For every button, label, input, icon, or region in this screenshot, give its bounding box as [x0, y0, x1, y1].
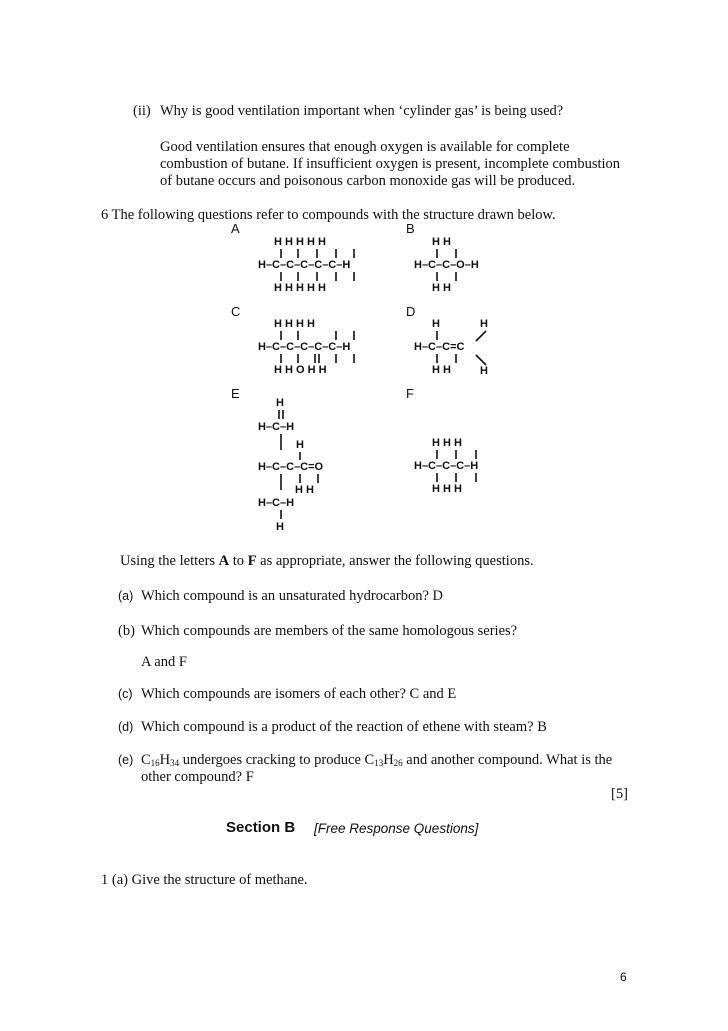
- letter-d: D: [406, 304, 416, 319]
- q5ii-answer-line-1: Good ventilation ensures that enough oxygen is available for complete: [160, 139, 570, 155]
- section-b-title: Section B: [226, 819, 296, 836]
- svg-text:H: H: [276, 521, 284, 533]
- svg-text:H: H: [432, 318, 440, 330]
- svg-text:H H: H H: [432, 364, 451, 376]
- q5ii-answer-line-2: combustion of butane. If insufficient oxygen is present, incomplete combustion: [160, 156, 621, 172]
- svg-text:H–C–C–O–H: H–C–C–O–H: [414, 259, 479, 271]
- svg-text:H–C–C–C=O: H–C–C–C=O: [258, 461, 324, 473]
- svg-text:H: H: [296, 439, 304, 451]
- svg-text:H–C–C–C–C–C–H: H–C–C–C–C–C–H: [258, 259, 351, 271]
- svg-text:H H H: H H H: [432, 483, 462, 495]
- q6-stem: 6 The following questions refer to compounds with the structure drawn below.: [101, 207, 556, 223]
- page-number: 6: [620, 970, 627, 984]
- q6b-text: Which compounds are members of the same homologous series?: [141, 623, 518, 639]
- molecule-b: [414, 236, 479, 294]
- svg-text:H H H H: H H H H: [274, 318, 315, 330]
- molecule-d: [414, 318, 488, 377]
- q6c-text: Which compounds are isomers of each other? C and E: [141, 686, 457, 702]
- q6e-label: (e): [118, 753, 134, 767]
- letter-a: A: [231, 221, 240, 236]
- molecule-f: [414, 437, 478, 495]
- svg-text:H–C–C=C: H–C–C=C: [414, 341, 465, 353]
- svg-text:H–C–H: H–C–H: [258, 421, 295, 433]
- letter-e: E: [231, 386, 240, 401]
- q6a-text: Which compound is an unsaturated hydrocarbon? D: [141, 588, 443, 604]
- q6c-label: (c): [118, 687, 133, 701]
- q5ii-label: (ii): [133, 103, 151, 119]
- svg-text:H: H: [276, 397, 284, 409]
- letter-f: F: [406, 386, 414, 401]
- q5ii-answer-line-3: of butane occurs and poisonous carbon monoxide gas will be produced.: [160, 173, 576, 189]
- q6a-label: (a): [118, 589, 134, 603]
- q6d-text: Which compound is a product of the reaction of ethene with steam? B: [141, 719, 547, 735]
- q6d-label: (d): [118, 720, 134, 734]
- svg-text:H H: H H: [432, 236, 451, 248]
- svg-text:H H: H H: [295, 484, 314, 496]
- q5ii-question: Why is good ventilation important when ‘cylinder gas’ is being used?: [160, 103, 564, 119]
- q6-instruction: Using the letters A to F as appropriate, answer the following questions.: [120, 553, 534, 569]
- q6e-line2: other compound? F: [141, 769, 254, 785]
- svg-text:H–C–C–C–H: H–C–C–C–H: [414, 460, 479, 472]
- q6-marks: [5]: [611, 786, 628, 802]
- q6b-answer: A and F: [141, 654, 187, 670]
- molecule-a: [258, 236, 354, 294]
- letter-b: B: [406, 221, 415, 236]
- letter-c: C: [231, 304, 241, 319]
- q6e-line1: $C_{16}H_{34}$ undergoes cracking to produce $C_{13}H_{26}$ and another compound. What is the: [141, 752, 613, 768]
- svg-text:H: H: [480, 365, 488, 377]
- q1a-text: 1 (a) Give the structure of methane.: [101, 872, 308, 888]
- svg-text:H–C–C–C–C–C–H: H–C–C–C–C–C–H: [258, 341, 351, 353]
- svg-text:H H: H H: [432, 282, 451, 294]
- section-b-subtitle: [Free Response Questions]: [314, 821, 479, 836]
- svg-text:H–C–H: H–C–H: [258, 497, 295, 509]
- molecule-e: [258, 397, 324, 533]
- svg-text:H: H: [480, 318, 488, 330]
- molecule-c: [258, 318, 354, 376]
- svg-text:H H H H H: H H H H H: [274, 282, 326, 294]
- svg-text:H H H: H H H: [432, 437, 462, 449]
- svg-text:H H O H H: H H O H H: [274, 364, 327, 376]
- q6b-label: (b): [118, 623, 135, 639]
- svg-text:H H H H H: H H H H H: [274, 236, 326, 248]
